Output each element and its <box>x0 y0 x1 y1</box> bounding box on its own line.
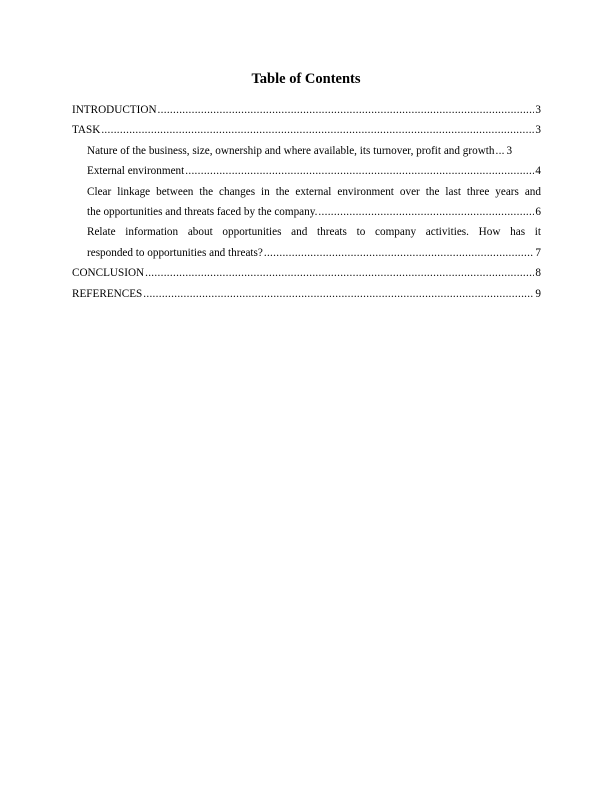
toc-label: External environment <box>87 165 185 178</box>
table-of-contents <box>72 100 541 304</box>
toc-label: Nature of the business, size, ownership and where available, its turnover, profit and growth <box>87 144 495 157</box>
toc-entry-nature-of-business[interactable] <box>72 141 541 161</box>
leader-dots <box>101 120 534 140</box>
toc-page-number: 9 <box>535 287 541 300</box>
leader-dots <box>158 100 535 120</box>
leader-dots <box>318 202 534 222</box>
toc-label-line1: Clear linkage between the changes in the external environment over the last three years and <box>87 185 541 198</box>
toc-page-number: 8 <box>535 267 541 280</box>
toc-entry-external-environment[interactable] <box>72 161 541 181</box>
toc-label-line1: Relate information about opportunities and threats to company activities. How has it <box>87 226 541 239</box>
toc-entry-relate-information[interactable] <box>72 222 541 263</box>
toc-label: INTRODUCTION <box>72 104 157 116</box>
toc-page-number: 3 <box>506 144 513 157</box>
toc-entry-clear-linkage[interactable] <box>72 182 541 223</box>
toc-entry-references[interactable] <box>72 284 541 304</box>
toc-page-number: 3 <box>535 124 541 137</box>
toc-entry-task[interactable] <box>72 120 541 140</box>
toc-page-number: 4 <box>535 165 541 178</box>
page-title: Table of Contents <box>251 71 361 87</box>
leader-dots <box>264 243 535 263</box>
leader-dots <box>495 141 505 161</box>
toc-label: responded to opportunities and threats? <box>87 246 263 259</box>
toc-entry-introduction[interactable] <box>72 100 541 120</box>
toc-label: REFERENCES <box>72 287 143 300</box>
toc-page-number: 6 <box>535 206 541 219</box>
leader-dots <box>185 161 534 181</box>
leader-dots <box>145 263 534 283</box>
toc-page-number: 7 <box>535 246 541 259</box>
toc-page-number: 3 <box>535 104 541 116</box>
toc-entry-conclusion[interactable] <box>72 263 541 283</box>
toc-label: CONCLUSION <box>72 267 145 280</box>
leader-dots <box>143 284 534 304</box>
toc-label: TASK <box>72 124 101 137</box>
toc-label: the opportunities and threats faced by the company. <box>87 206 318 219</box>
